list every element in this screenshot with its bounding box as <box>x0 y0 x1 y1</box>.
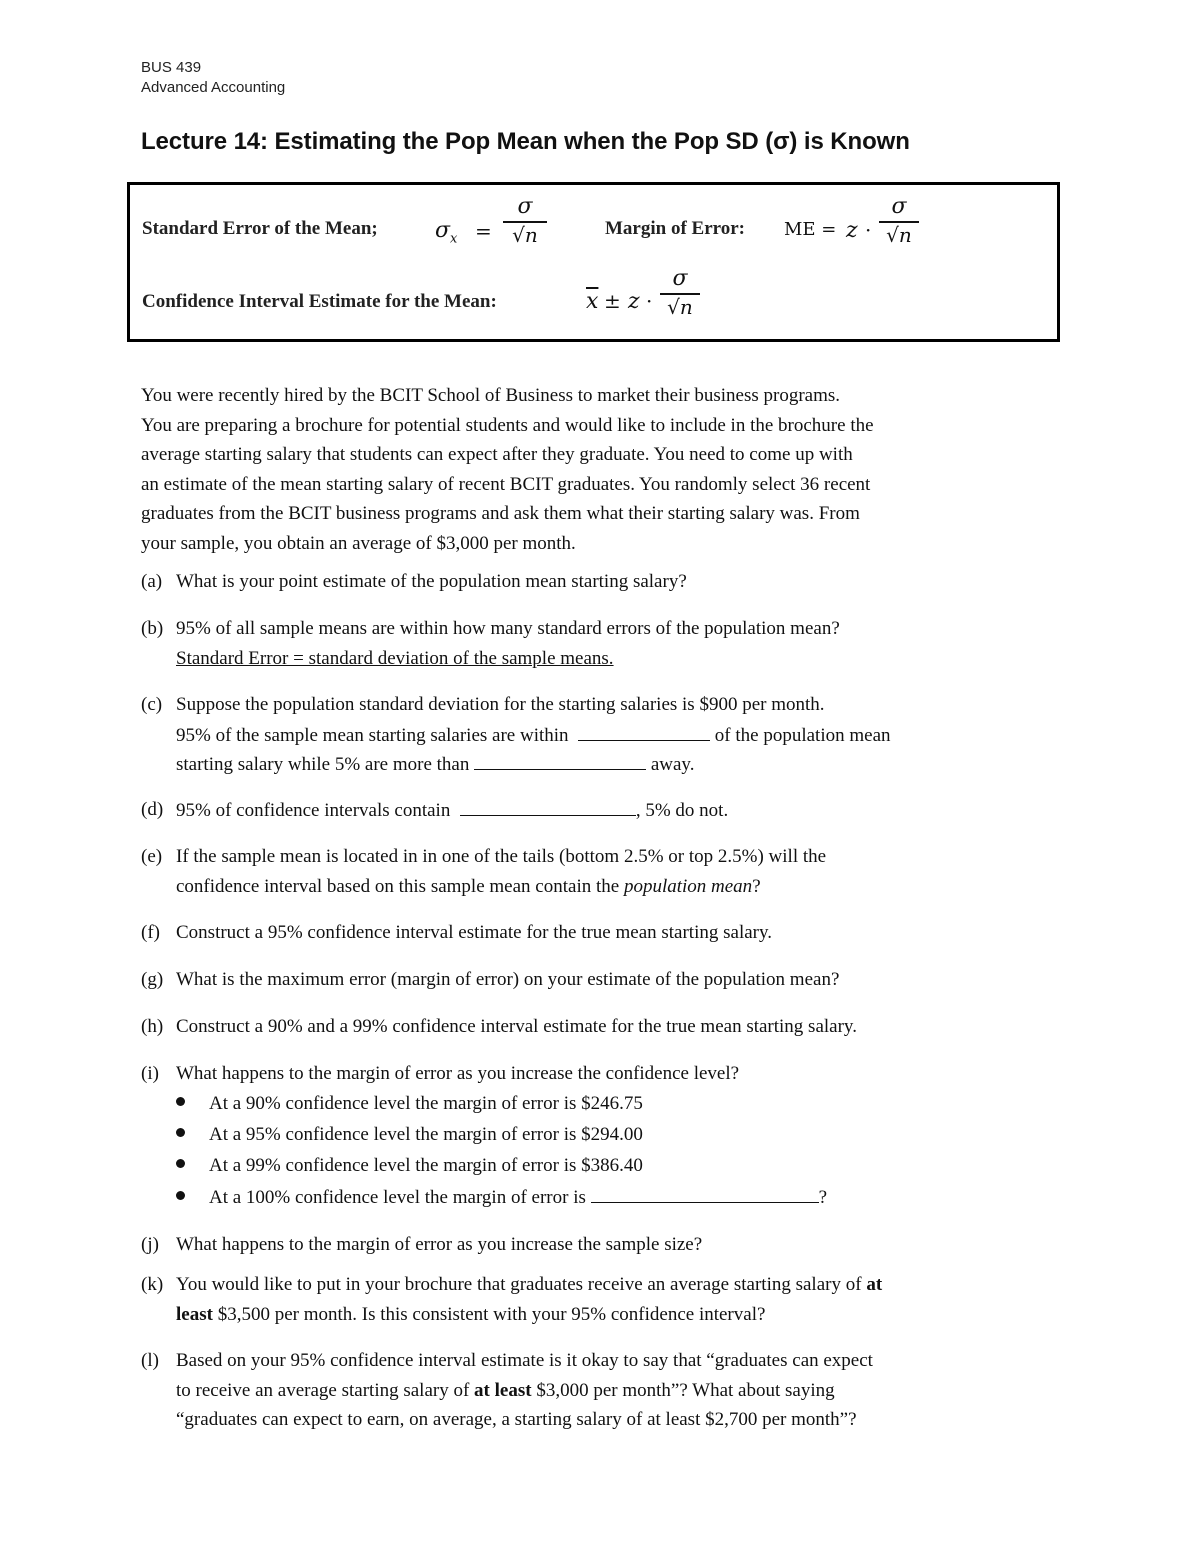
me-numerator: σ <box>891 194 907 219</box>
question-label: (h) <box>141 1016 164 1037</box>
bullet-icon <box>176 1191 185 1200</box>
ci-denominator: √n <box>667 294 693 319</box>
course-code: BUS 439 <box>141 59 202 76</box>
intro-line: You were recently hired by the BCIT School of Business to market their business programs. <box>141 385 841 406</box>
ci-numerator: σ <box>672 266 688 291</box>
intro-line: your sample, you obtain an average of $3,000 per month. <box>141 532 576 554</box>
se-fraction <box>503 195 547 247</box>
question-text: 95% of all sample means are within how many standard errors of the population mean? <box>176 618 840 639</box>
answer-blank[interactable] <box>591 1182 819 1203</box>
page-title: Lecture 14: Estimating the Pop Mean when the Pop SD (σ) is Known <box>141 128 910 155</box>
ci-plusminus: ± <box>604 289 621 313</box>
bullet-item: At a 95% confidence level the margin of error is $294.00 <box>176 1120 643 1150</box>
intro-paragraph <box>141 381 1061 559</box>
ci-label: Confidence Interval Estimate for the Mean: <box>142 291 497 312</box>
formula-box <box>127 182 1060 342</box>
question-text: 95% of confidence intervals contain , 5% do not. <box>176 795 728 826</box>
ci-z: z <box>628 289 640 314</box>
me-z: z <box>846 218 858 243</box>
question-label: (l) <box>141 1350 159 1371</box>
bullet-icon <box>176 1097 185 1106</box>
question-text: Construct a 90% and a 99% confidence interval estimate for the true mean starting salary. <box>176 1016 857 1037</box>
question-text: starting salary while 5% are more than away. <box>176 749 694 780</box>
question-text: What happens to the margin of error as you increase the confidence level? <box>176 1063 740 1084</box>
question-label: (i) <box>141 1063 159 1084</box>
me-label: Margin of Error: <box>605 218 745 239</box>
sigma-xbar-symbol: $\sigma_x$ <box>435 218 458 247</box>
intro-line: You are preparing a brochure for potential students and would like to include in the brochure the <box>141 414 874 436</box>
question-text: What happens to the margin of error as you increase the sample size? <box>176 1234 703 1255</box>
question-label: (f) <box>141 922 160 943</box>
question-text: What is the maximum error (margin of error) on your estimate of the population mean? <box>176 969 840 990</box>
question-label: (c) <box>141 694 163 715</box>
se-denominator: √n <box>512 222 538 247</box>
question-text: Suppose the population standard deviation for the starting salaries is $900 per month. <box>176 694 825 715</box>
se-label: Standard Error of the Mean; <box>142 218 378 239</box>
me-denominator: √n <box>886 222 912 247</box>
answer-blank[interactable] <box>460 795 636 816</box>
me-fraction <box>879 195 919 247</box>
question-text: Based on your 95% confidence interval estimate is it okay to say that “graduates can expect <box>176 1350 873 1371</box>
se-numerator: σ <box>517 194 533 219</box>
question-text: Construct a 95% confidence interval estimate for the true mean starting salary. <box>176 922 772 943</box>
intro-line: graduates from the BCIT business programs and ask them what their starting salary was. From <box>141 503 860 525</box>
question-text: confidence interval based on this sample mean contain the population mean? <box>176 875 761 897</box>
question-label: (d) <box>141 799 164 820</box>
question-label: (b) <box>141 618 164 639</box>
se-equals: = <box>475 219 492 243</box>
question-label: (e) <box>141 846 163 867</box>
intro-line: average starting salary that students can expect after they graduate. You need to come up with <box>141 444 853 466</box>
question-text: least $3,500 per month. Is this consistent with your 95% confidence interval? <box>176 1303 766 1325</box>
bullet-item: At a 100% confidence level the margin of error is ? <box>176 1182 827 1213</box>
intro-line: an estimate of the mean starting salary of recent BCIT graduates. You randomly select 36 recent <box>141 473 871 495</box>
bullet-icon <box>176 1159 185 1168</box>
bullet-item: At a 90% confidence level the margin of error is $246.75 <box>176 1089 643 1119</box>
answer-blank[interactable] <box>474 749 646 770</box>
question-text: “graduates can expect to earn, on average, a starting salary of at least $2,700 per month”? <box>176 1409 857 1431</box>
question-label: (g) <box>141 969 164 990</box>
question-text: You would like to put in your brochure that graduates receive an average starting salary of at <box>176 1274 883 1295</box>
bullet-item: At a 99% confidence level the margin of error is $386.40 <box>176 1151 643 1181</box>
question-label: (a) <box>141 571 163 592</box>
ci-xbar: $\overline{x}$ <box>586 289 599 314</box>
answer-blank[interactable] <box>578 720 710 741</box>
standard-error-note: Standard Error = standard deviation of the sample means. <box>176 647 614 669</box>
course-name: Advanced Accounting <box>141 79 286 96</box>
question-label: (j) <box>141 1234 159 1255</box>
question-text: 95% of the sample mean starting salaries are within of the population mean <box>176 720 891 751</box>
question-text: If the sample mean is located in in one of the tails (bottom 2.5% or top 2.5%) will the <box>176 846 827 867</box>
me-prefix: ME = <box>784 219 837 240</box>
ci-fraction <box>660 267 700 319</box>
me-dot: · <box>865 218 872 242</box>
ci-dot: · <box>646 289 653 313</box>
bullet-icon <box>176 1128 185 1137</box>
question-text: to receive an average starting salary of at least $3,000 per month”? What about saying <box>176 1379 835 1401</box>
question-text: What is your point estimate of the population mean starting salary? <box>176 571 687 592</box>
question-label: (k) <box>141 1274 164 1295</box>
